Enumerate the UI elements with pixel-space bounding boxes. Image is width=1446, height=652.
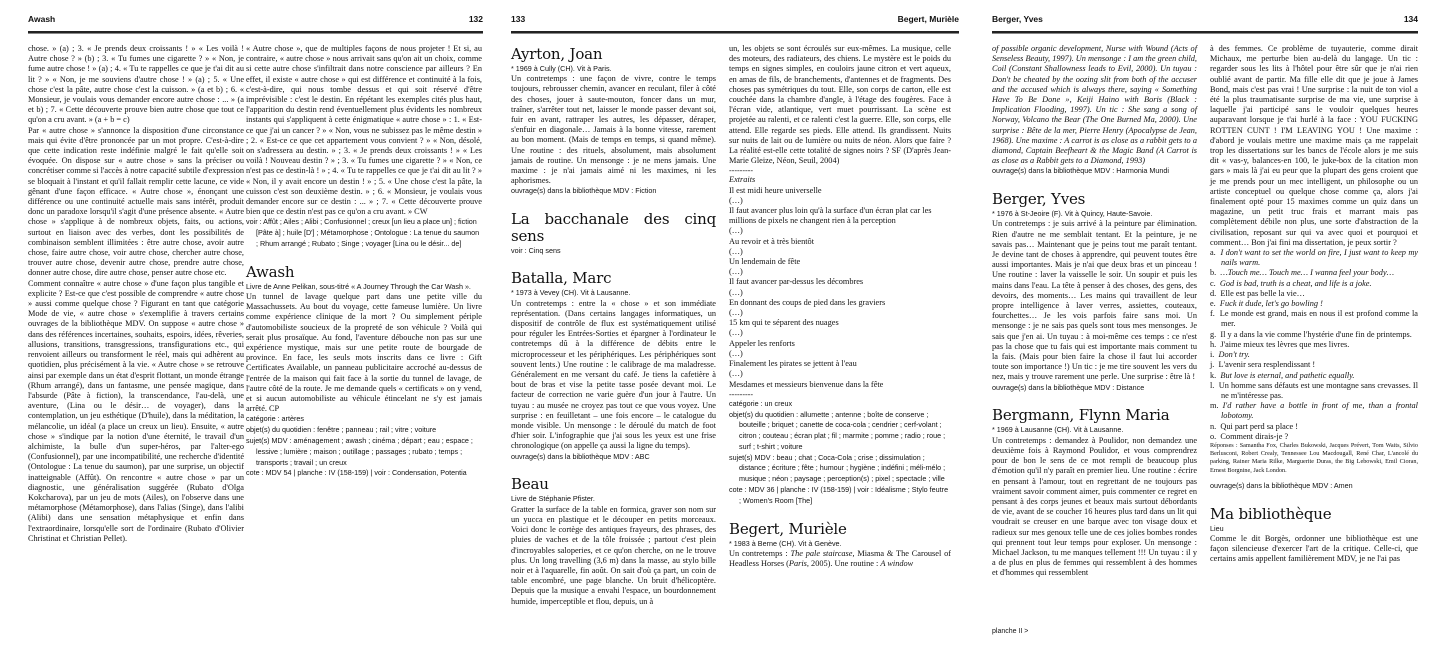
category: catégorie : artères — [246, 414, 304, 424]
column-left — [28, 44, 244, 544]
library-works: ouvrage(s) dans la bibliothèque MDV : Amen — [1210, 480, 1353, 490]
entry-body: Comme le dit Borgès, ordonner une bibliothèque est une façon silencieuse d'exercer l'art de la critique. Celle-ci, que certains amis appellent familièrement MDV, je ne l'ai pas — [1210, 533, 1418, 564]
extract-line: Il faut avancer plus loin qu'à la surface d'un écran plat car les millions de pixels ne changent rien à la perception — [729, 206, 932, 226]
extract-line: Finalement les pirates se jettent à l'eau — [729, 359, 857, 369]
paragraph: à des femmes. Ce problème de tuyauterie, comme dirait Michaux, me perturbe bien au-delà du langage. Un tic : regarder sous les lits à l'hôtel pour être sûr que je n'ai rien oublié avant de partir. Ma fille elle dit que je joue à James Bond, mais c'est pas vrai ! Une surprise : la nuit de ton viol a été la plus traumatisante surprise de ma vie, une surprise à laquelle j'ai participé sans le vouloir quelques heures auparavant lorsque je t'ai hurlé à la face : YOU FUCKING ROTTEN CUNT ! I'M LEAVING YOU ! Une maxime : d'abord je voulais mettre une maxime mais ça me rappelait trop les dissertations sur les bancs de l'école alors je me suis dit « vas-y, balances-en 100, le juke-box de la citation mon gars » mais là j'ai eu peur que la plupart des gens croient que je me prends pour un mec intelligent, un philosophe ou un artiste conceptuel ou quelque chose comme ça, alors j'ai finalement opté pour 15 maximes comme un quiz dans un magazine, un petit truc frais et marrant mais pas complètement débile non plus, une sorte d'abstraction de la civilisation, reposant sur qui va avec quoi et pourquoi et comment… Bon j'ai fini ma dissertation, je peux sortir ? — [1210, 44, 1418, 247]
entry-body: Gratter la surface de la table en formica, graver son nom sur un yucca en plastique et le découper en petits morceaux. Voici donc le cortège des antiques frayeurs, des phrases, des pluies de vaches et de la tôle froissée ; partout c'est plein d'incroyables saloperies, et ce qu'on cherche, on ne le trouve plus. Un long travelling (3,6 m) dans la masse, au stylo bille noir et à l'aquarelle, fin août. On sait d'où ça part, un coin de table encombré, une page blanche. Un bruit d'hélicoptère. Depuis que la musique a envahi l'espace, un bourdonnement humide, imperceptible et flou, depuis, un à — [511, 504, 716, 606]
text-run: The pale staircase — [790, 548, 853, 558]
page-134 — [992, 0, 1418, 652]
extract-line: (…) — [729, 308, 743, 318]
extract-line: Appeler les renforts — [729, 338, 795, 348]
entry-title-ma-bibliotheque: Ma bibliothèque — [1210, 504, 1332, 523]
entry-subtitle: Lieu — [1210, 523, 1224, 533]
entry-subtitle: Livre de Stéphanie Pfister. — [511, 494, 595, 504]
maxim-item: n. Qui part perd sa place ! — [1210, 421, 1299, 431]
extract-line: (…) — [729, 328, 743, 338]
paragraph: chose. » (a) ; 3. « Je prends deux croissants ! » « Les voilà ! Autre chose ? » (b) ; 3. « Tu fumes une cigarette ? » « Non, je fume autre chose ! » (a) ; 4. « Tu te rappelles ce que je t'ai dit au lit ? » « Non, je me souviens d'autre chose ! » (a) ; 5. « Une chose c'est la pâte, autre chose c'est la cuisson. » (a et b) ; 6. « Monsieur, je voulais vous demander encore autre chose : ... » (a et b) ; 7. « Cette découverte prouve bien autre chose que tout ce qu'on a cru avant. » (a + b = c) — [28, 44, 244, 125]
header-title: Begert, Murièle — [897, 14, 959, 24]
text-run: , Miasma & The Carousel of Headless Horses ( — [729, 548, 951, 569]
column-left — [992, 44, 1197, 579]
plate-link[interactable]: planche II > — [992, 628, 1029, 635]
extract-line: Il est midi heure universelle — [729, 185, 822, 195]
maxim-item: a. I don't want to set the world on fire, I just want to keep my nails warm. — [1210, 248, 1418, 268]
separator: --------- — [729, 389, 753, 399]
shelf-mark: cote : MDV 54 | planche : IV (158-159) | voir : Condensation, Potentia — [246, 468, 467, 478]
shelf-mark: cote : MDV 36 | planche : IV (158-159) | voir : Idéalisme ; Stylo feutre ; Women's Room [The] — [729, 485, 949, 505]
entry-title-berger: Berger, Yves — [992, 190, 1086, 209]
entry-body — [729, 549, 951, 569]
entry-body: Un contretemps : une façon de vivre, contre le temps toujours, rebrousser chemin, avancer en reculant, filer à côté des choses, jouer à saute-mouton, foncer dans un mur, traîner, s'arrêter tout net, laisser le monde passer devant soi, fuir en avant, rattraper les autres, les dépasser, déraper, s'enfuir en diagonale… Jamais à la bonne vitesse, rarement au bon moment. (Mais de temps en temps, si quand même). Une routine : des rituels, absolument, mais absolument jamais de routine. Un mensonge : je ne mens jamais. Une maxime : je n'ai jamais aimé ni les maximes, ni les aphorismes. — [511, 74, 716, 186]
see-also[interactable]: voir : Cinq sens — [511, 246, 561, 256]
extracts-label: Extraits — [729, 175, 756, 185]
maxim-item: c. God is bad, truth is a cheat, and life is a joke. — [1210, 278, 1372, 288]
entry-bio: * 1969 à Cully (CH). Vit à Paris. — [511, 64, 612, 73]
maxims-list — [1210, 248, 1418, 442]
entry-bio: * 1973 à Vevey (CH). Vit à Lausanne. — [511, 288, 631, 298]
extract-line: (…) — [729, 348, 743, 358]
entry-body: Un contretemps : je suis arrivé à la peinture par élimination. Rien d'autre ne me semblait tentant. Et la peinture, je ne savais pas… Maintenant que je peins tout me paraît tentant. Je devine tant de choses à apprendre, qui peuvent toutes être aussi importantes. Mais je n'ai que deux bras et un pinceau ! Une routine : laver la vaisselle le soir. Un soupir et puis les mains dans l'eau. La tête à penser à des choses, des gens, des devoirs, des moments… Les mains qui travaillent de leur propre intelligence à laver verres, assiettes, couteaux, fourchettes… Je les vois parfois faire sans moi. Un mensonge : je ne sais pas quels sont tous mes mensonges. Je sais que j'en ai. Un tuyau : à moi-même ces temps : ce n'est pas la chose que tu fais qui est importante mais comment tu la fais. (Mais pour bien faire la chose il faut lui accorder toute son importance !) Un tic : je me tire souvent les vers du nez, mais y trouve rarement une perle. Une surprise : être là ! — [992, 219, 1197, 382]
everyday-objects: objet(s) du quotidien : allumette ; antenne ; boîte de conserve ; bouteille ; briquet ; canette de coca-cola ; cendrier ; cerf-volant ; citron ; couteau ; écran plat ; fil ; marmite ; pomme ; radio ; roue ; surf ; t-shirt ; voiture — [729, 409, 946, 451]
page-number: 133 — [511, 14, 526, 24]
page-number: 134 — [1403, 14, 1418, 24]
text-run: Paris — [788, 559, 807, 569]
extract-line: Un lendemain de fête — [729, 257, 801, 267]
column-left — [511, 44, 716, 607]
maxim-item: m. I'd rather have a bottle in front of me, than a frontal lobotomy. — [1210, 401, 1418, 421]
maxim-item: b. …Touch me… Touch me… I wanna feel your body… — [1210, 268, 1395, 278]
header-title: Berger, Yves — [992, 14, 1043, 24]
entry-title-batalla: Batalla, Marc — [511, 269, 612, 288]
extract-line: (…) — [729, 287, 743, 297]
maxim-item: g. Il y a dans la vie comme l'hystérie d'une fin de printemps. — [1210, 329, 1412, 339]
entry-bio: * 1969 à Lausanne (CH). Vit à Lausanne. — [992, 425, 1124, 435]
entry-title-ayrton: Ayrton, Joan — [511, 45, 603, 63]
everyday-objects: objet(s) du quotidien : fenêtre ; panneau ; rail ; vitre ; voiture — [246, 425, 437, 435]
paragraph: of possible organic development, Nurse with Wound (Acts of Senseless Beauty, 1997). Un mensonge : I am the green child, Coil (Constant Shallowness leads to Evil, 2000). Un tuyau : Don't be cheated by the oozing slit from both of the accuser and the accused which is always there, saying « Something Have To Be Done », Keiji Haino with Boris (Black : Implication Flooding, 1997). Un tic : She sang a song of Norway, Volcano the Bear (The One Burned Ma, 2000). Une surprise : Bête de la mer, Pierre Henry (Apocalypse de Jean, 1968). Une maxime : A carrot is as close as a rabbit gets to a diamond, Captain Beefheart & the Magic Band (A Carrot is as close as a Rabbit gets to a Diamond, 1993) — [992, 44, 1197, 166]
library-works: ouvrage(s) dans la bibliothèque MDV : Harmonia Mundi — [992, 166, 1169, 176]
entry-subtitle: Livre de Anne Pelikan, sous-titré « A Journey Through the Car Wash ». — [246, 281, 471, 291]
extract-line: En donnant des coups de pied dans les graviers — [729, 297, 886, 307]
library-works: ouvrage(s) dans la bibliothèque MDV : ABC — [511, 451, 650, 461]
text-run: A window — [880, 559, 914, 569]
header-rule — [28, 31, 483, 34]
maxim-item: j. L'avenir sera resplendissant ! — [1210, 360, 1316, 370]
column-right — [246, 44, 482, 479]
library-works: ouvrage(s) dans la bibliothèque MDV : Fiction — [511, 186, 657, 196]
entry-body: Un contretemps : demandez à Poulidor, non demandez une deuxième fois à Raymond Poulidor, et vous comprendrez pour de bon le sens de ce mot rempli de beaucoup plus d'émotion qu'il n'y paraît en premier lieu. Une routine : écrire en pensant à l'amour, tout en regrettant de ne toujours pas vraiment savoir comment aimer, puis commenter ce regret en pensant à des corps jeunes et beaux mais surtout débordants de vie, avant de se coucher 16 heures plus tard dans un lit qui voudrait se creuser en une barque avec ton visage doux et radieux sur mes genoux telle une de ces jolies bombes rondes qui prennent tout leur temps pour exploser. Un mensonge : Michael Jackson, tu me manques tellement !!! Un tuyau : il y a de plus en plus de femmes qui ressemblent à des hommes et d'hommes qui ressemblent — [992, 435, 1197, 578]
header-title: Awash — [28, 14, 56, 24]
running-header — [28, 14, 483, 28]
extract-line: (…) — [729, 195, 743, 205]
paragraph: « Autre chose », que de multiples façons de nous projeter ! Et si, au contraire, « autre chose » nous arrivait sans qu'on ait un choix, comme si cette autre chose s'infiltrait dans notre conscience par ailleurs ? En effet, il existe « autre chose » qui est différence et continuité à la fois, c'est-à-dire, qui nous tombe dessus et qui soit réservé d'être imprévisible : c'est le destin. En répétant les exemples cités plus haut, l'apparition du destin rend éventuellement plus évidents les nombreux instants qui s'appliquent à cette énigmatique « autre chose » : 1. « Est-ce que j'ai un cancer ? » « Non, vous ne subissez pas le même destin » ; 2. « Est-ce ce que cet appartement vous convient ? » « Non, désolé, on s'adressera au destin. » ; 3. « Je prends deux croissants ! » « Les voilà ! Nouveau destin ? » ; 3. « Tu fumes une cigarette ? » « Non, ce n'est pas ce destin-là ! » ; 4. « Tu te rappelles ce que je t'ai dit au lit ? » « Non, il y avait encore un destin ! » ; 5. « Une chose c'est la pâte, la cuisson c'est son deuxième destin. » ; 6. « Monsieur, je voulais vous demander encore sur ce destin : ... » ; 7. « Cette découverte prouve bien que ce destin n'est pas ce qu'on a cru avant. » CW — [246, 44, 482, 217]
header-rule — [992, 31, 1418, 34]
maxim-item: l. Un homme sans défauts est une montagne sans crevasses. Il ne m'intéresse pas. — [1210, 380, 1418, 400]
maxim-item: d. Elle est pas belle la vie… — [1210, 288, 1305, 298]
extract-line: 15 km qui te séparent des nuages — [729, 318, 839, 328]
maxim-item: o. Comment dirais-je ? — [1210, 431, 1289, 441]
extract-line: (…) — [729, 267, 743, 277]
paragraph: Comment connaître « autre chose » d'une façon plus tangible et explicite ? Est-ce que c'est possible de comprendre « autre chose » aussi comme quelque chose ? Figurant en tant que catégorie Mode de vie, « autre chose » s'exemplifie à travers certains ouvrages de la bibliothèque MDV. On suppose « autre chose » dans des références incertaines, souhaits, espoirs, idées, rêveries, allusions, transitions, transgressions, transfigurations etc., qui renvoient ailleurs ou transforment le réel, mais qui adhèrent au quotidien, plus précisément à la vie. « Autre chose » se retrouve ainsi par exemple dans un état d'esprit flottant, un monde étrange (Rhum arrangé), dans un fantasme, une pensée magique, dans l'absurde (Pâte à fiction), la transcendance, l'au-delà, une aventure, (Lina ou le désir… de voyager), dans la contemplation, un jeu esthétique (D'huile), dans la méditation, la mélancolie, un idéal (a place un creux un lieu). Ensuite, « autre chose » s'indique par la notion d'une éternité, le travail d'un alchimiste, la bulle d'un super-héros, par l'alter-ego (Confusionnel), par une incompatibilité, une recherche d'identité (Ontologue : La tenue du saumon), par une surprise, un objectif inatteignable (Affût). On rencontre « autre chose » par un diagnostic, une généralisation suggérée (Rubato d'Olga Kokcharova), par un jeu de mots (Ailes), on l'observe dans une métamorphose (Métamorphose), dans l'alias (Singe), dans l'alibi (Alibi) dans une sensation métaphysique et enfin dans l'extraordinaire, lorsqu'elle sort de l'ordinaire (Rubato d'Olivier Christinat et Christian Pellet). — [28, 278, 244, 543]
column-right — [1210, 44, 1418, 564]
extract-line: Mesdames et messieurs bienvenue dans la fête — [729, 379, 884, 389]
entry-title-bacchanale: La bacchanale des cinq sens — [511, 210, 716, 246]
text-run: Un contretemps : — [729, 548, 791, 558]
text-run: , 2005). Une routine : — [806, 559, 881, 569]
library-works: ouvrage(s) dans la bibliothèque MDV : Distance — [992, 382, 1145, 392]
page-number: 132 — [468, 14, 483, 24]
category: catégorie : un creux — [729, 398, 793, 408]
maxim-item: i. Don't try. — [1210, 350, 1250, 360]
entry-title-begert: Begert, Murièle — [729, 519, 847, 538]
maxim-item: e. Fuck it dude, let's go bowling ! — [1210, 299, 1323, 309]
paragraph: Par « autre chose » s'annonce la disposition d'une circonstance mais qui évite d'être prononcée par un mot propre. C'est-à-dire que cette indication reste indéfinie malgré le fait qu'elle soit évoquée. On dispose sur « autre chose » sans la préciser ou concrétiser comme si l'accès à notre capacité subtile d'expression se bloquait à l'instant et qu'il fallait remplir cette lacune, ce vide gênant d'une façon efficace. « Autre chose », énonçant une différence ou une continuité actuelle mais sans intérêt, produit donc un paradoxe lorsqu'il s'agit d'une présence absente. « Autre chose » s'applique à de nombreux objets, faits, ou actions, surtout en liaison avec des verbes, dont les possibilités de combinaison semblent illimitées : être autre chose, avoir autre chose, faire autre chose, voir autre chose, chercher autre chose, trouver autre chose, devenir autre chose, prendre autre chose, donner autre chose, dire autre chose, penser autre chose etc. — [28, 125, 244, 278]
entry-title-awash: Awash — [246, 262, 295, 281]
entry-title-beau: Beau — [511, 475, 549, 494]
entry-body: Un contretemps : entre la « chose » et son immédiate représentation. (Dans certains langages informatiques, un dispositif de contrôle de flux est systématiquement utilisé pour réguler les Entrées-Sorties et épargner à l'ordinateur le contretemps dû à la différence de débits entre le microprocesseur et les périphériques. Les périphériques sont souvent lents.) Une routine : le calibrage de ma maladresse. Généralement en me versant du café. Je tiens la cafetière à bout de bras et vise la petite tasse posée devant moi. Le facteur de correction ne varie guère d'un jour à l'autre. Un tuyau : au musée ne croyez pas tout ce que vous voyez. Une surprise : en feuilletant – une fois encore – le catalogue du monde visible. Un mensonge : le déroulé du match de foot d'hier soir. L'infographie que j'ai sous les yeux est une frise chronologique (on appelle ça aussi la ligne du temps). — [511, 298, 716, 451]
maxim-item: k. But love is eternal, and pathetic equally. — [1210, 370, 1355, 380]
page-132 — [28, 0, 483, 652]
extract-line: Au revoir et à très bientôt — [729, 236, 815, 246]
header-rule — [511, 31, 959, 34]
extract-line: (…) — [729, 246, 743, 256]
entry-title-bergmann: Bergmann, Flynn Maria — [992, 406, 1170, 425]
entry-bio: * 1983 à Berne (CH). Vit à Genève. — [729, 538, 842, 548]
extract-line: (…) — [729, 369, 743, 379]
see-also[interactable]: voir : Affût ; Ailes ; Alibi ; Confusionnel ; creux [un lieu a place un] ; fiction [Pâte à] ; huile [D'] ; Métamorphose ; Ontologue : La tenue du saumon ; Rhum arrangé ; Rubato ; Singe ; voyager [Lina ou le désir... de] — [246, 217, 480, 249]
extract-line: Il faut avancer par-dessus les décombres — [729, 277, 864, 287]
mdv-subjects: sujet(s) MDV : aménagement ; awash ; cinéma ; départ ; eau ; espace ; lessive ; lumière ; maison ; outillage ; passages ; rubato ; temps ; transports ; travail ; un creux — [246, 436, 473, 467]
answers: Réponses : Samantha Fox, Charles Bukowski, Jacques Prévert, Tom Waits, Silvio Berlusconi, Robert Crealy, Tennessee Lou Macdougall, René Char, L'ancolé du parking, Rainer Maria Rilke, Marguerite Duras, the Big Lebowski, Emil Cioran, Ernest Borgnine, Jack London. — [1210, 441, 1418, 474]
running-header — [511, 14, 959, 28]
entry-bio: * 1976 à St-Jeoire (F). Vit à Quincy, Haute-Savoie. — [992, 209, 1153, 219]
entry-body: Un tunnel de lavage quelque part dans une petite ville du Massachussets. Au bout du voyage, cette fameuse lumière. Un livre comme expérience clinique de la mort ? Ou simplement périple d'automobiliste soucieux de la propreté de son véhicule ? Voilà qui serait plus prosaïque. Au fond, l'aventure débouche non pas sur une expérience mystique, mais sur une petite route de bourgade de province. En face, les seuls mots inscrits dans ce livre : Gift Certificates Available, un panneau publicitaire accroché au-dessus de l'entrée de la maison qui fait face à la sortie du tunnel de lavage, de l'autre côté de la route. Je me demande quels « certificats » on y vend, et si aucun automobiliste au véhicule étincelant ne s'y est jamais arrêté. CP — [246, 292, 482, 414]
mdv-subjects: sujet(s) MDV : beau ; chat ; Coca-Cola ; crise ; dissimulation ; distance ; écriture ; fête ; humour ; hygiène ; indéfini ; méli-mélo ; musique ; néon ; paysage ; perception(s) ; pixel ; spectacle ; ville — [729, 452, 946, 484]
column-right — [729, 44, 951, 569]
separator: --------- — [729, 166, 753, 176]
maxim-item: h. J'aime mieux tes lèvres que mes livres. — [1210, 339, 1350, 349]
maxim-item: f. Le monde est grand, mais en nous il est profond comme la mer. — [1210, 309, 1418, 329]
running-header — [992, 14, 1418, 28]
page-133 — [511, 0, 959, 652]
paragraph: un, les objets se sont écroulés sur eux-mêmes. La musique, celle des moteurs, des radiateurs, des chiens. Le mystère est le poids du temps en signes simples, en couloirs jaune citron et vert aqueux, en amas de fils, de branchements, d'antennes et de fragments. Des choses pas symétriques du tout. Elle, son corps de carton, elle est couchée dans la chambre d'angle, à l'étage des fougères. Face à l'écran vide, atlantique, vert muet pourrissant. La scène est projetée au ralenti, et ce ralenti c'est la guerre. Elle, son corps, elle attend. Elle regarde ses pieds. Elle attend. Ils grandissent. Nuits sur nuits de lait ou de lumière ou nuits de néon. Alors que faire ? La réalité est-elle cette totalité de signes noirs ? SF (D'après Jean-Marie Gleize, Néon, Seuil, 2004) — [729, 44, 951, 166]
extract-line: (…) — [729, 226, 743, 236]
